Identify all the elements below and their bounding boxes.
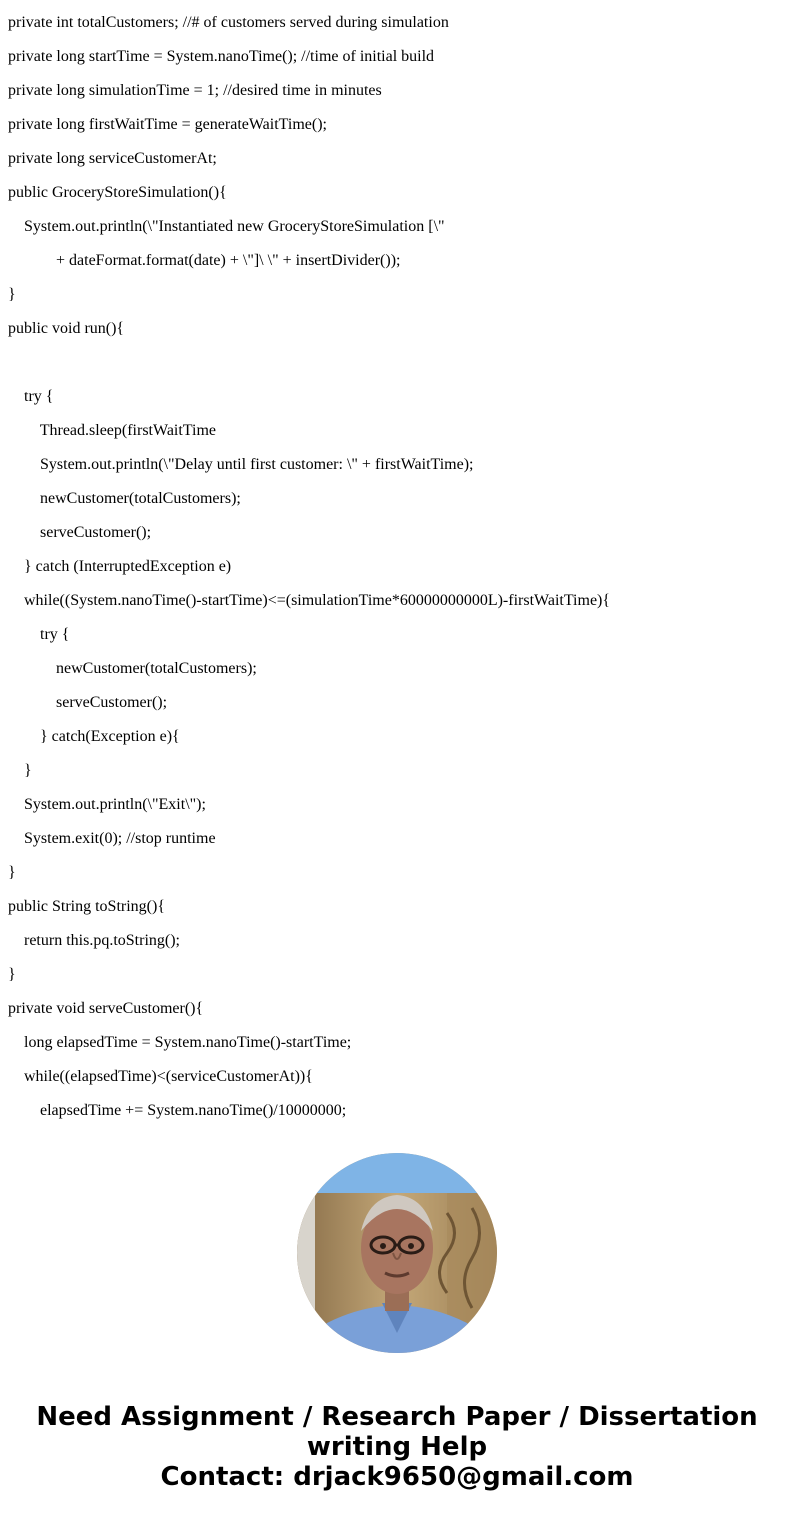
code-line: private int totalCustomers; //# of customers served during simulation <box>8 14 449 31</box>
author-photo <box>297 1153 497 1353</box>
code-line: + dateFormat.format(date) + \"]\ \" + insertDivider()); <box>8 252 401 269</box>
code-line: } catch(Exception e){ <box>8 728 180 745</box>
code-line: System.exit(0); //stop runtime <box>8 830 216 847</box>
code-line: try { <box>8 388 54 405</box>
code-line: return this.pq.toString(); <box>8 932 180 949</box>
code-line: while((elapsedTime)<(serviceCustomerAt)){ <box>8 1068 313 1085</box>
code-line <box>8 350 788 384</box>
code-line: } <box>8 286 16 303</box>
code-line: try { <box>8 626 70 643</box>
code-line: System.out.println(\"Delay until first customer: \" + firstWaitTime); <box>8 456 474 473</box>
code-line: } catch (InterruptedException e) <box>8 558 232 575</box>
code-line: } <box>8 864 16 881</box>
footer-contact: Contact: drjack9650@gmail.com <box>160 1462 634 1492</box>
code-line: public GroceryStoreSimulation(){ <box>8 184 227 201</box>
code-line: elapsedTime += System.nanoTime()/10000000; <box>8 1102 347 1119</box>
contact-footer <box>0 1402 794 1492</box>
code-line: private long simulationTime = 1; //desired time in minutes <box>8 82 382 99</box>
code-line: System.out.println(\"Instantiated new GroceryStoreSimulation [\" <box>8 218 445 235</box>
code-line: private long startTime = System.nanoTime(); //time of initial build <box>8 48 435 65</box>
code-line: Thread.sleep(firstWaitTime <box>8 422 217 439</box>
code-line: long elapsedTime = System.nanoTime()-startTime; <box>8 1034 352 1051</box>
code-line: serveCustomer(); <box>8 524 152 541</box>
code-line: private long firstWaitTime = generateWaitTime(); <box>8 116 327 133</box>
code-line: public String toString(){ <box>8 898 166 915</box>
code-line: private void serveCustomer(){ <box>8 1000 204 1017</box>
code-line: private long serviceCustomerAt; <box>8 150 217 167</box>
code-line: newCustomer(totalCustomers); <box>8 490 241 507</box>
code-line: } <box>8 762 32 779</box>
author-avatar <box>297 1153 497 1353</box>
footer-headline: Need Assignment / Research Paper / Dissertation <box>36 1402 758 1432</box>
code-line: newCustomer(totalCustomers); <box>8 660 257 677</box>
code-line: System.out.println(\"Exit\"); <box>8 796 206 813</box>
code-listing <box>8 10 788 1132</box>
code-line: serveCustomer(); <box>8 694 168 711</box>
code-line: public void run(){ <box>8 320 125 337</box>
code-line: } <box>8 966 16 983</box>
footer-subline: writing Help <box>306 1432 488 1462</box>
code-line: while((System.nanoTime()-startTime)<=(simulationTime*60000000000L)-firstWaitTime){ <box>8 592 611 609</box>
